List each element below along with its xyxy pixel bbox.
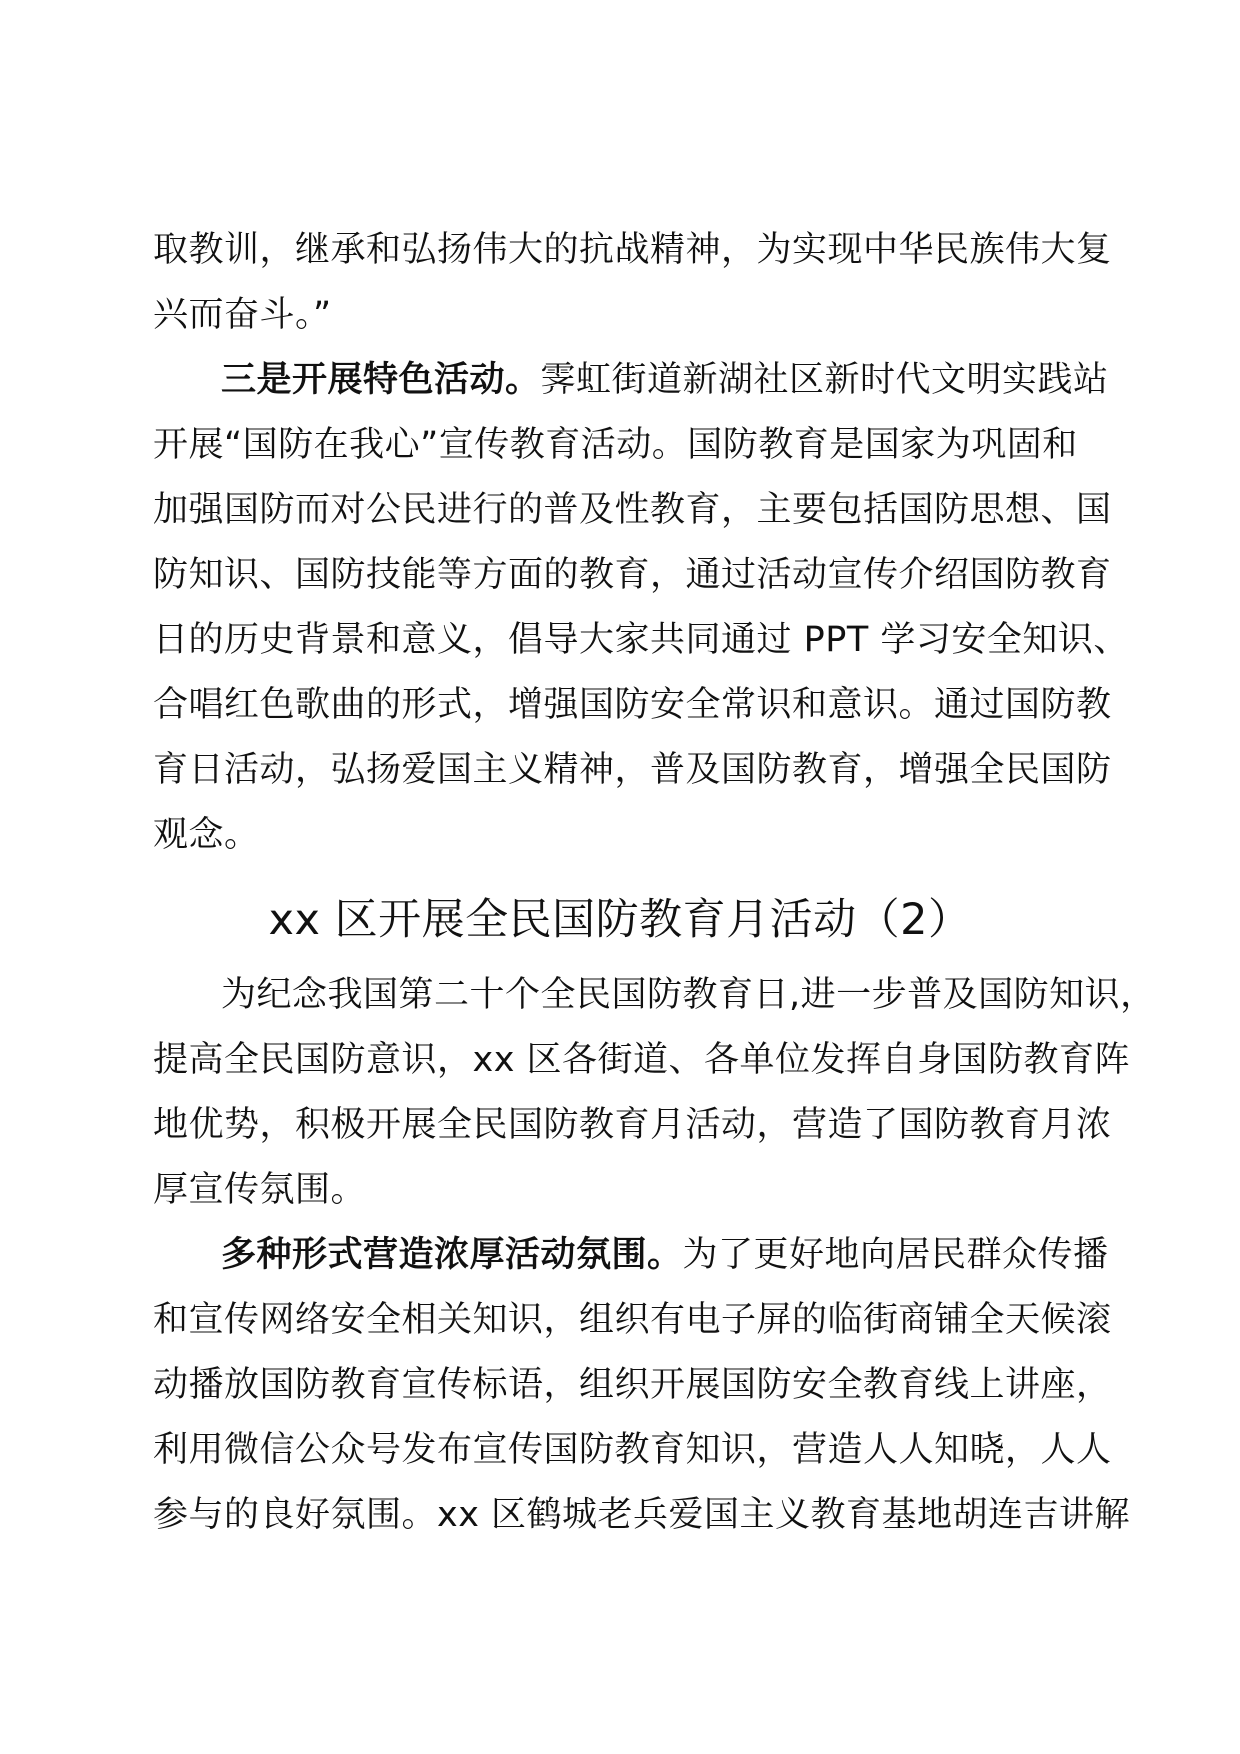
paragraph-first-line: 为纪念我国第二十个全民国防教育日,进一步普及国防知识，	[221, 975, 1156, 1015]
paragraph-first-line	[221, 1232, 1109, 1278]
paragraph-line: 取教训，继承和弘扬伟大的抗战精神，为实现中华民族伟大复	[153, 230, 1112, 270]
paragraph-line: 日的历史背景和意义，倡导大家共同通过 PPT 学习安全知识、	[153, 620, 1129, 660]
paragraph-line: 合唱红色歌曲的形式，增强国防安全常识和意识。通过国防教	[153, 685, 1112, 725]
paragraph-first-line	[221, 357, 1109, 403]
paragraph-line: 提高全民国防意识，xx 区各街道、各单位发挥自身国防教育阵	[153, 1040, 1131, 1080]
paragraph-line: 加强国防而对公民进行的普及性教育，主要包括国防思想、国	[153, 490, 1112, 530]
paragraph-line: 地优势，积极开展全民国防教育月活动，营造了国防教育月浓	[153, 1105, 1112, 1145]
paragraph-line: 防知识、国防技能等方面的教育，通过活动宣传介绍国防教育	[153, 555, 1112, 595]
paragraph-bold-lead: 三是开展特色活动。	[221, 360, 541, 400]
paragraph-text: 为了更好地向居民群众传播	[682, 1235, 1109, 1275]
paragraph-line: 厚宣传氛围。	[153, 1170, 367, 1210]
paragraph-line: 和宣传网络安全相关知识，组织有电子屏的临街商铺全天候滚	[153, 1300, 1112, 1340]
paragraph-line: 利用微信公众号发布宣传国防教育知识，营造人人知晓，人人	[153, 1430, 1112, 1470]
paragraph-line: 动播放国防教育宣传标语，组织开展国防安全教育线上讲座，	[153, 1365, 1112, 1405]
paragraph-line: 观念。	[153, 815, 260, 855]
paragraph-line: 兴而奋斗。”	[153, 295, 332, 335]
paragraph-line: 参与的良好氛围。xx 区鹤城老兵爱国主义教育基地胡连吉讲解	[153, 1495, 1131, 1535]
paragraph-bold-lead: 多种形式营造浓厚活动氛围。	[221, 1235, 683, 1275]
paragraph-line: 开展“国防在我心”宣传教育活动。国防教育是国家为巩固和	[153, 425, 1078, 465]
article-title: xx 区开展全民国防教育月活动（2）	[268, 895, 972, 945]
paragraph-line: 育日活动，弘扬爱国主义精神，普及国防教育，增强全民国防	[153, 750, 1112, 790]
paragraph-text: 霁虹街道新湖社区新时代文明实践站	[540, 360, 1109, 400]
